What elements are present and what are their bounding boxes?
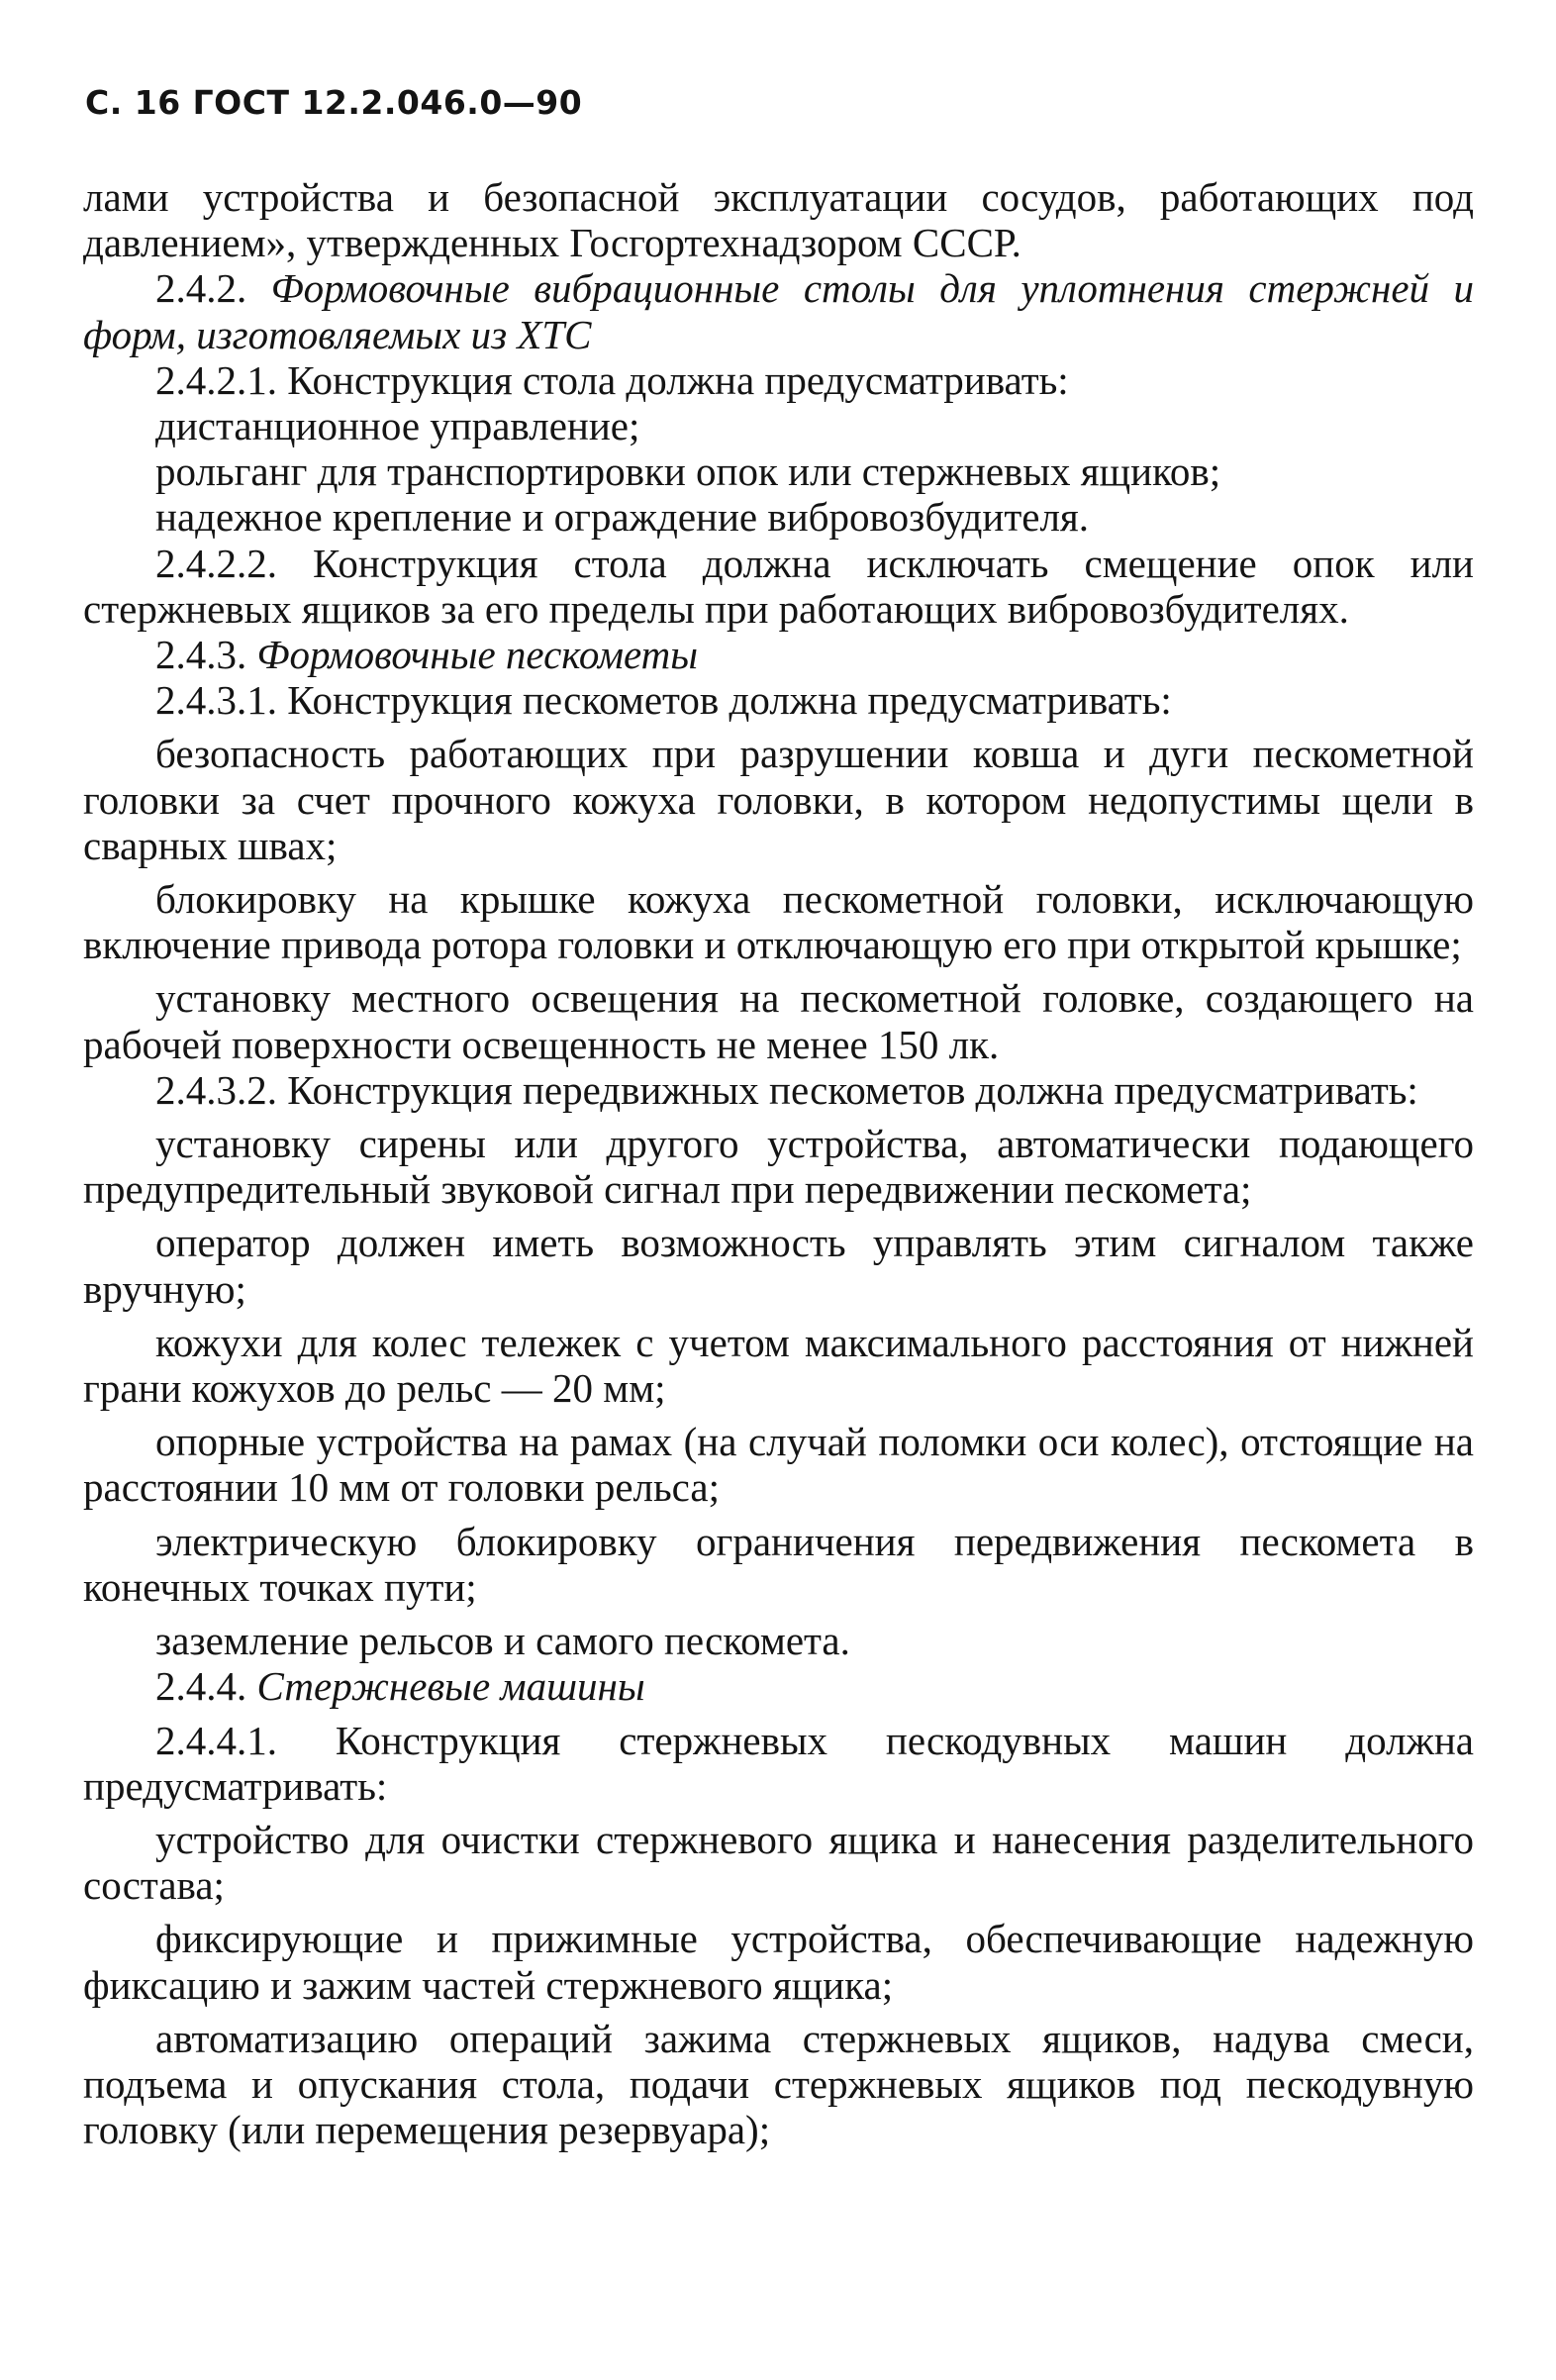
list-item: устройство для очистки стержневого ящика и нанесения разделительного состава; bbox=[83, 1816, 1474, 1909]
list-item: фиксирующие и прижимные устройства, обеспечивающие надежную фиксацию и зажим частей стержневого ящика; bbox=[83, 1916, 1474, 2008]
section-title: Стержневые машины bbox=[256, 1663, 645, 1710]
section-heading bbox=[83, 1663, 1474, 1709]
list-item: опорные устройства на рамах (на случай поломки оси колес), отстоящие на расстоянии 10 мм от головки рельса; bbox=[83, 1419, 1474, 1511]
list-item: дистанционное управление; bbox=[155, 403, 640, 449]
section-title: Формовочные вибрационные столы для уплотнения стержней и форм, изготовляемых из ХТС bbox=[83, 265, 1474, 357]
list-item: безопасность работающих при разрушении ковша и дуги пескометной головки за счет прочного кожуха головки, в котором недопустимы щели в сварных швах; bbox=[83, 731, 1474, 868]
list-item: установку местного освещения на пескометной головке, создающего на рабочей поверхности освещенность не менее 150 лк. bbox=[83, 975, 1474, 1067]
paragraph: 2.4.3.2. Конструкция передвижных пескометов должна предусматривать: bbox=[155, 1066, 1418, 1113]
list-item: надежное крепление и ограждение вибровозбудителя. bbox=[155, 494, 1090, 541]
section-number: 2.4.4. bbox=[155, 1663, 247, 1710]
paragraph: 2.4.4.1. Конструкция стержневых пескодувных машин должна предусматривать: bbox=[83, 1717, 1474, 1809]
list-item: рольганг для транспортировки опок или стержневых ящиков; bbox=[155, 448, 1221, 495]
list-item: блокировку на крышке кожуха пескометной головки, исключающую включение привода ротора головки и отключающую его при открытой крышке; bbox=[83, 876, 1474, 968]
list-item: автоматизацию операций зажима стержневых ящиков, надува смеси, подъема и опускания стола, подачи стержневых ящиков под пескодувную головку (или перемещения резервуара); bbox=[83, 2015, 1474, 2153]
list-item: заземление рельсов и самого пескомета. bbox=[155, 1618, 850, 1664]
body-text bbox=[83, 174, 1474, 2152]
paragraph: 2.4.2.1. Конструкция стола должна предусматривать: bbox=[155, 356, 1069, 403]
list-item: кожухи для колес тележек с учетом максимального расстояния от нижней грани кожухов до рельс — 20 мм; bbox=[83, 1319, 1474, 1412]
list-item: оператор должен иметь возможность управлять этим сигналом также вручную; bbox=[83, 1220, 1474, 1312]
section-title: Формовочные пескометы bbox=[256, 632, 699, 678]
section-heading bbox=[83, 632, 1474, 677]
paragraph: 2.4.2.2. Конструкция стола должна исключать смещение опок или стержневых ящиков за его пределы при работающих вибровозбудителях. bbox=[83, 540, 1474, 632]
paragraph: лами устройства и безопасной эксплуатации сосудов, работающих под давлением», утвержденных Госгортехнадзором СССР. bbox=[83, 174, 1474, 266]
list-item: электрическую блокировку ограничения передвижения пескомета в конечных точках пути; bbox=[83, 1518, 1474, 1610]
list-item: установку сирены или другого устройства, автоматически подающего предупредительный звуковой сигнал при передвижении пескомета; bbox=[83, 1121, 1474, 1213]
section-heading bbox=[83, 265, 1474, 356]
page-header: С. 16 ГОСТ 12.2.046.0—90 bbox=[85, 83, 583, 122]
section-number: 2.4.2. bbox=[155, 265, 247, 312]
section-number: 2.4.3. bbox=[155, 632, 247, 678]
paragraph: 2.4.3.1. Конструкция пескометов должна предусматривать: bbox=[155, 677, 1172, 724]
